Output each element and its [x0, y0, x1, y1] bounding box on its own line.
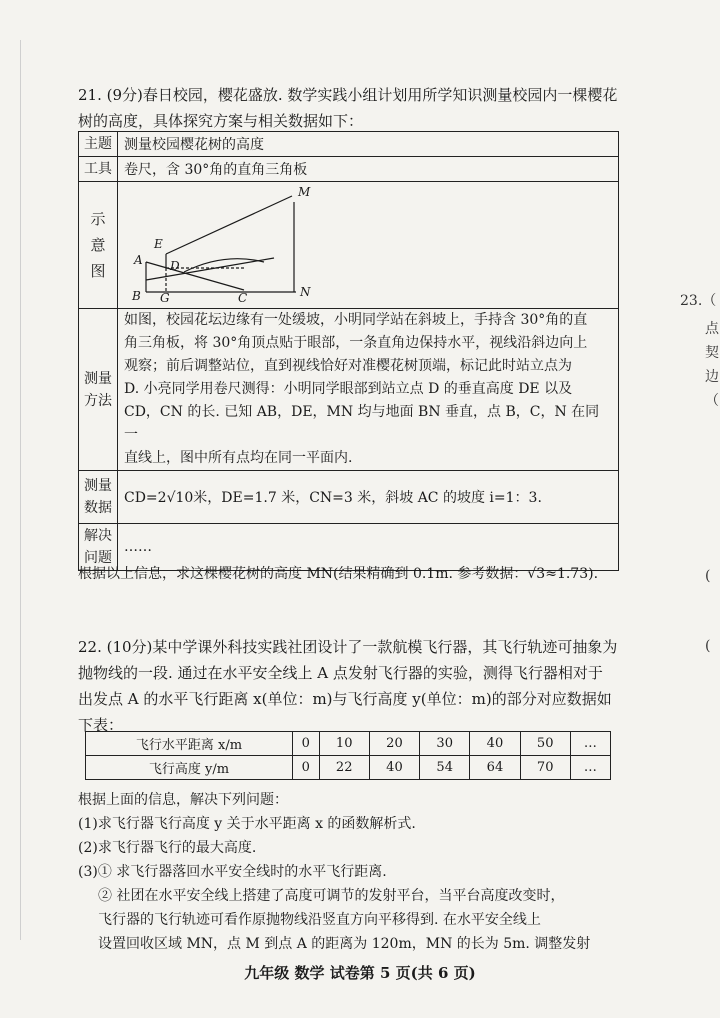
edge-fragment: 边 [705, 369, 719, 385]
edge-fragment: ( [705, 638, 711, 654]
q22-line2: 抛物线的一段. 通过在水平安全线上 A 点发射飞行器的实验，测得飞行器相对于 [78, 664, 603, 682]
tool-value: 卷尺，含 30°角的直角三角板 [118, 157, 619, 182]
cross-line [146, 258, 274, 280]
q22-part1: (1)求飞行器飞行高度 y 关于水平距离 x 的函数解析式. [78, 816, 416, 832]
y-cell: 22 [319, 756, 369, 780]
data-label: 测量 数据 [79, 471, 118, 524]
x-cell: 40 [470, 732, 520, 756]
point-m: M [298, 185, 311, 199]
x-cell: … [570, 732, 610, 756]
y-cell: 70 [520, 756, 570, 780]
x-cell: 0 [293, 732, 320, 756]
method-label: 测量 方法 [79, 309, 118, 471]
sight-line-em [166, 196, 292, 254]
question-22 [78, 634, 618, 738]
y-cell: 0 [293, 756, 320, 780]
q21-line2: 树的高度，具体探究方案与相关数据如下： [78, 112, 364, 130]
x-cell: 50 [520, 732, 570, 756]
q22-line4: 下表： [78, 716, 124, 734]
x-label: 飞行水平距离 x/m [86, 732, 293, 756]
q21-table [78, 131, 619, 571]
question-21 [78, 82, 618, 134]
q22-intro: 根据上面的信息，解决下列问题： [78, 792, 288, 808]
topic-label: 主题 [79, 132, 118, 157]
point-n: N [300, 285, 311, 299]
edge-fragment: ( [705, 568, 711, 584]
geometry-diagram [124, 182, 324, 304]
y-cell: 40 [369, 756, 419, 780]
edge-fragment: （ [705, 393, 719, 409]
topic-value: 测量校园樱花树的高度 [118, 132, 619, 157]
q22-table [85, 731, 611, 780]
q22-part3b: ② 社团在水平安全线上搭建了高度可调节的发射平台，当平台高度改变时， 飞行器的飞行轨迹可看作原抛物线沿竖直方向平移得到. 在水平安全线上 设置回收区域 MN，点 M 到点 A 的距离为 120m，MN 的长为 5m. 调整发射 [98, 888, 591, 952]
q22-part3: (3)① 求飞行器落回水平安全线时的水平飞行距离. [78, 864, 387, 880]
x-cell: 30 [420, 732, 470, 756]
edge-fragment: 23.（ [680, 293, 717, 309]
y-label: 飞行高度 y/m [86, 756, 293, 780]
page-footer: 九年级 数学 试卷第 5 页(共 6 页) [244, 964, 476, 982]
q22-line3: 出发点 A 的水平飞行距离 x(单位：m)与飞行高度 y(单位：m)的部分对应数据如 [78, 690, 612, 708]
y-cell: … [570, 756, 610, 780]
q22-part2: (2)求飞行器飞行的最大高度. [78, 840, 257, 856]
x-cell: 10 [319, 732, 369, 756]
solve-label: 解决 问题 [79, 524, 118, 571]
point-c: C [238, 291, 248, 304]
point-g: G [160, 291, 170, 304]
edge-fragment: 点 [705, 321, 719, 337]
figure-cell [118, 182, 619, 309]
point-a: A [134, 253, 143, 267]
figure-label: 示 意 图 [79, 182, 118, 309]
x-cell: 20 [369, 732, 419, 756]
tool-label: 工具 [79, 157, 118, 182]
q21-line1: 21. (9分)春日校园，樱花盛放. 数学实践小组计划用所学知识测量校园内一棵樱花 [78, 86, 618, 104]
edge-fragment: 契 [705, 345, 719, 361]
data-value: CD=2√10米，DE=1.7 米，CN=3 米，斜坡 AC 的坡度 i=1：3. [118, 471, 619, 524]
flowerbed-curve [184, 259, 264, 272]
method-text: 如图，校园花坛边缘有一处缓坡，小明同学站在斜坡上，手持含 30°角的直 角三角板，将 30°角顶点贴于眼部，一条直角边保持水平，视线沿斜边向上 观察；前后调整站位，直到视线恰好对准樱花树顶端，标记此时站立点为 D. 小亮同学用卷尺测得：小明同学眼部到站立点 D 的垂直高度 DE 以及 CD，CN 的长. 已知 AB，DE，MN 均与地面 BN 垂直，点 B，C，N 在同一 直线上，图中所有点均在同一平面内. [118, 309, 619, 471]
solve-value: …… [118, 524, 619, 571]
point-d: D [170, 259, 180, 273]
y-cell: 64 [470, 756, 520, 780]
binding-line [20, 40, 21, 940]
y-cell: 54 [420, 756, 470, 780]
point-e: E [154, 237, 163, 251]
q22-line1: 22. (10分)某中学课外科技实践社团设计了一款航模飞行器，其飞行轨迹可抽象为 [78, 638, 618, 656]
point-b: B [132, 289, 141, 303]
q21-question: 根据以上信息，求这棵樱花树的高度 MN(结果精确到 0.1m. 参考数据：√3≈1.73). [78, 566, 599, 582]
